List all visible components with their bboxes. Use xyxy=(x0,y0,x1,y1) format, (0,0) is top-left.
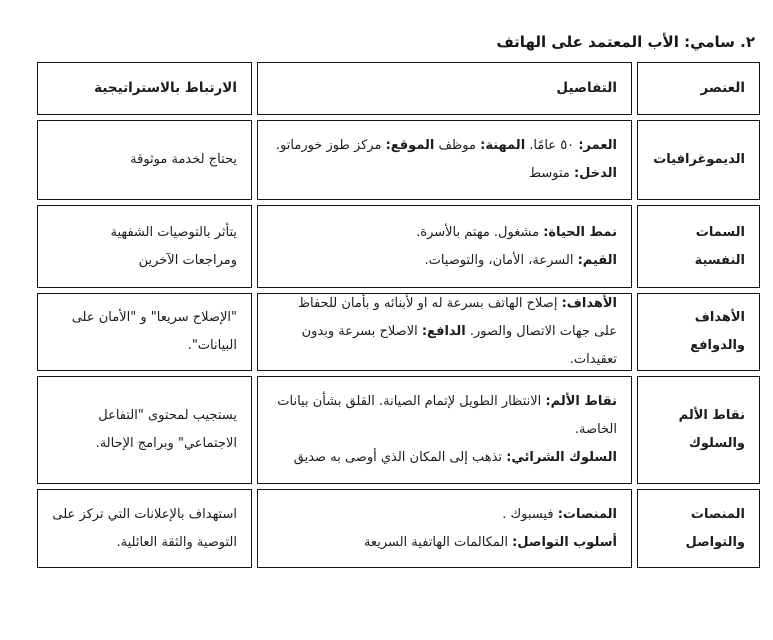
row-goals-details: الأهداف: إصلاح الهاتف بسرعة له او لأبنائه و بأمان للحفاظ على جهات الاتصال والصور. الدافع: الاصلاح بسرعة وبدون تعقيدات. xyxy=(257,293,632,371)
row-psychographics-strategy: يتأثر بالتوصيات الشفهية ومراجعات الآخرين xyxy=(37,205,252,288)
row-painpoints-strategy: يستجيب لمحتوى "التفاعل الاجتماعي" وبرامج الإحالة. xyxy=(37,376,252,484)
column-header-strategy: الارتباط بالاستراتيجية xyxy=(37,62,252,115)
page-title: ٢. سامي: الأب المعتمد على الهاتف xyxy=(496,33,755,51)
row-psychographics-details: نمط الحياة: مشغول. مهتم بالأسرة. القيم: السرعة، الأمان، والتوصيات. xyxy=(257,205,632,288)
row-platforms-element: المنصات والتواصل xyxy=(637,489,760,568)
row-goals-strategy: "الإصلاح سريعا" و "الأمان على البيانات". xyxy=(37,293,252,371)
persona-table xyxy=(38,62,760,568)
row-platforms-details: المنصات: فيسبوك . أسلوب التواصل: المكالمات الهاتفية السريعة xyxy=(257,489,632,568)
column-header-details: التفاصيل xyxy=(257,62,632,115)
row-painpoints-element: نقاط الألم والسلوك xyxy=(637,376,760,484)
row-goals-element: الأهداف والدوافع xyxy=(637,293,760,371)
row-platforms-strategy: استهداف بالإعلانات التي تركز على التوصية والثقة العائلية. xyxy=(37,489,252,568)
row-demographics-element: الديموغرافيات xyxy=(637,120,760,200)
column-header-element: العنصر xyxy=(637,62,760,115)
row-painpoints-details: نقاط الألم: الانتظار الطويل لإتمام الصيانة. القلق بشأن بيانات الخاصة. السلوك الشرائي: تذهب إلى المكان الذي أوصى به صديق xyxy=(257,376,632,484)
row-demographics-strategy: يحتاج لخدمة موثوقة xyxy=(37,120,252,200)
row-psychographics-element: السمات النفسية xyxy=(637,205,760,288)
row-demographics-details: العمر: ٥٠ عامًا. المهنة: موظف الموقع: مركز طوز خورماتو. الدخل: متوسط xyxy=(257,120,632,200)
